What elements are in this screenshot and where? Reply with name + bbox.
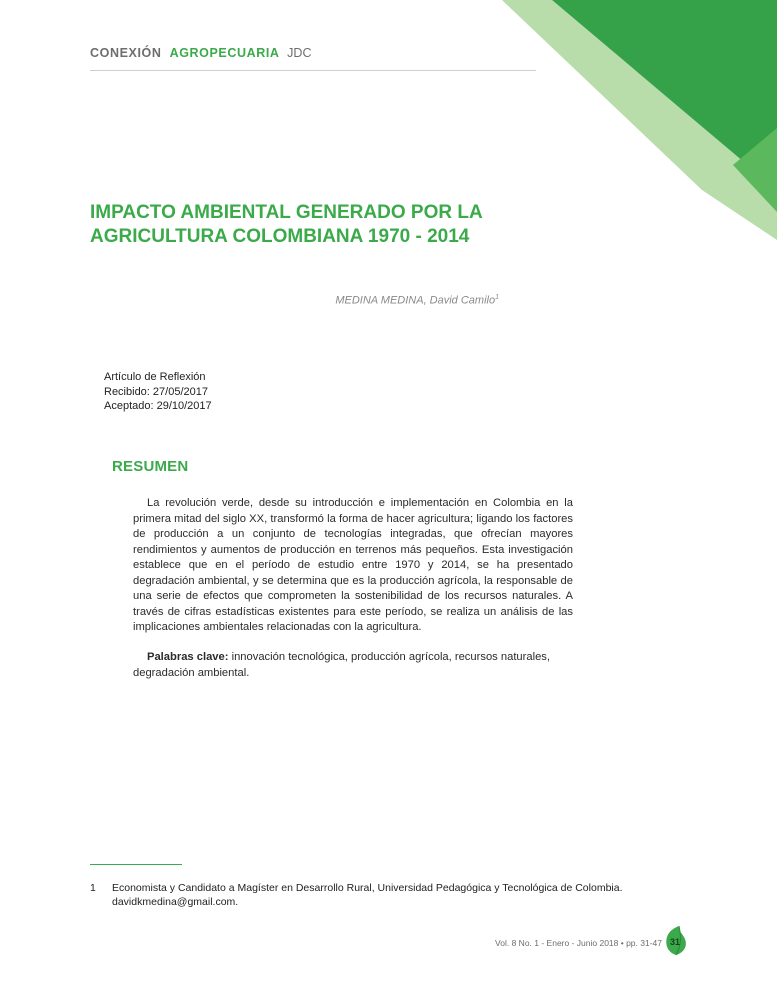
journal-name-word2: AGROPECUARIA (169, 46, 280, 60)
page-number: 31 (669, 937, 680, 947)
keywords-label: Palabras clave: (147, 651, 229, 663)
journal-name-word1: CONEXIÓN (90, 46, 162, 60)
mid-green-triangle (733, 128, 777, 212)
accepted-date: Aceptado: 29/10/2017 (104, 400, 212, 412)
footnote-rule (90, 864, 182, 865)
author-name: MEDINA MEDINA, David Camilo (335, 294, 496, 307)
article-type: Artículo de Reflexión (104, 371, 206, 383)
article-meta (104, 370, 212, 414)
footnote (90, 881, 650, 909)
author-line (335, 294, 499, 307)
author-footnote-marker: 1 (495, 294, 499, 301)
footnote-text: Economista y Candidato a Magíster en Desarrollo Rural, Universidad Pedagógica y Tecnológica de Colombia. davidkmedina@gmail.com. (112, 882, 623, 908)
keywords (133, 650, 573, 681)
footnote-number: 1 (90, 882, 96, 894)
keywords-text: innovación tecnológica, producción agrícola, recursos naturales, degradación ambiental. (133, 651, 551, 679)
article-title: IMPACTO AMBIENTAL GENERADO POR LA AGRICULTURA COLOMBIANA 1970 - 2014 (90, 202, 482, 247)
header-rule (90, 70, 536, 71)
abstract-body: La revolución verde, desde su introducción e implementación en Colombia en la primera mitad del siglo XX, transformó la forma de hacer agricultura; ligando los factores de producción a un conjunto de tecnologías integradas, que ofrecían mayores rendimientos y aumentos de producción en terrenos más pequeños. Esta investigación establece que en el período de estudio entre 1970 y 2014, se ha presentado degradación ambiental, y se determina que es la producción agrícola, la responsable de una serie de efectos que comprometen la sostenibilidad de los recursos naturales. A través de cifras estadísticas existentes para este período, se realiza un análisis de las implicaciones ambientales relacionadas con la agricultura. (133, 497, 573, 633)
journal-header (90, 46, 311, 60)
dark-green-triangle (552, 0, 777, 190)
journal-name-word3: JDC (287, 46, 312, 60)
received-date: Recibido: 27/05/2017 (104, 385, 208, 398)
abstract-heading: RESUMEN (112, 458, 189, 475)
issue-info: Vol. 8 No. 1 - Enero - Junio 2018 • pp. 31-47 (495, 938, 662, 948)
